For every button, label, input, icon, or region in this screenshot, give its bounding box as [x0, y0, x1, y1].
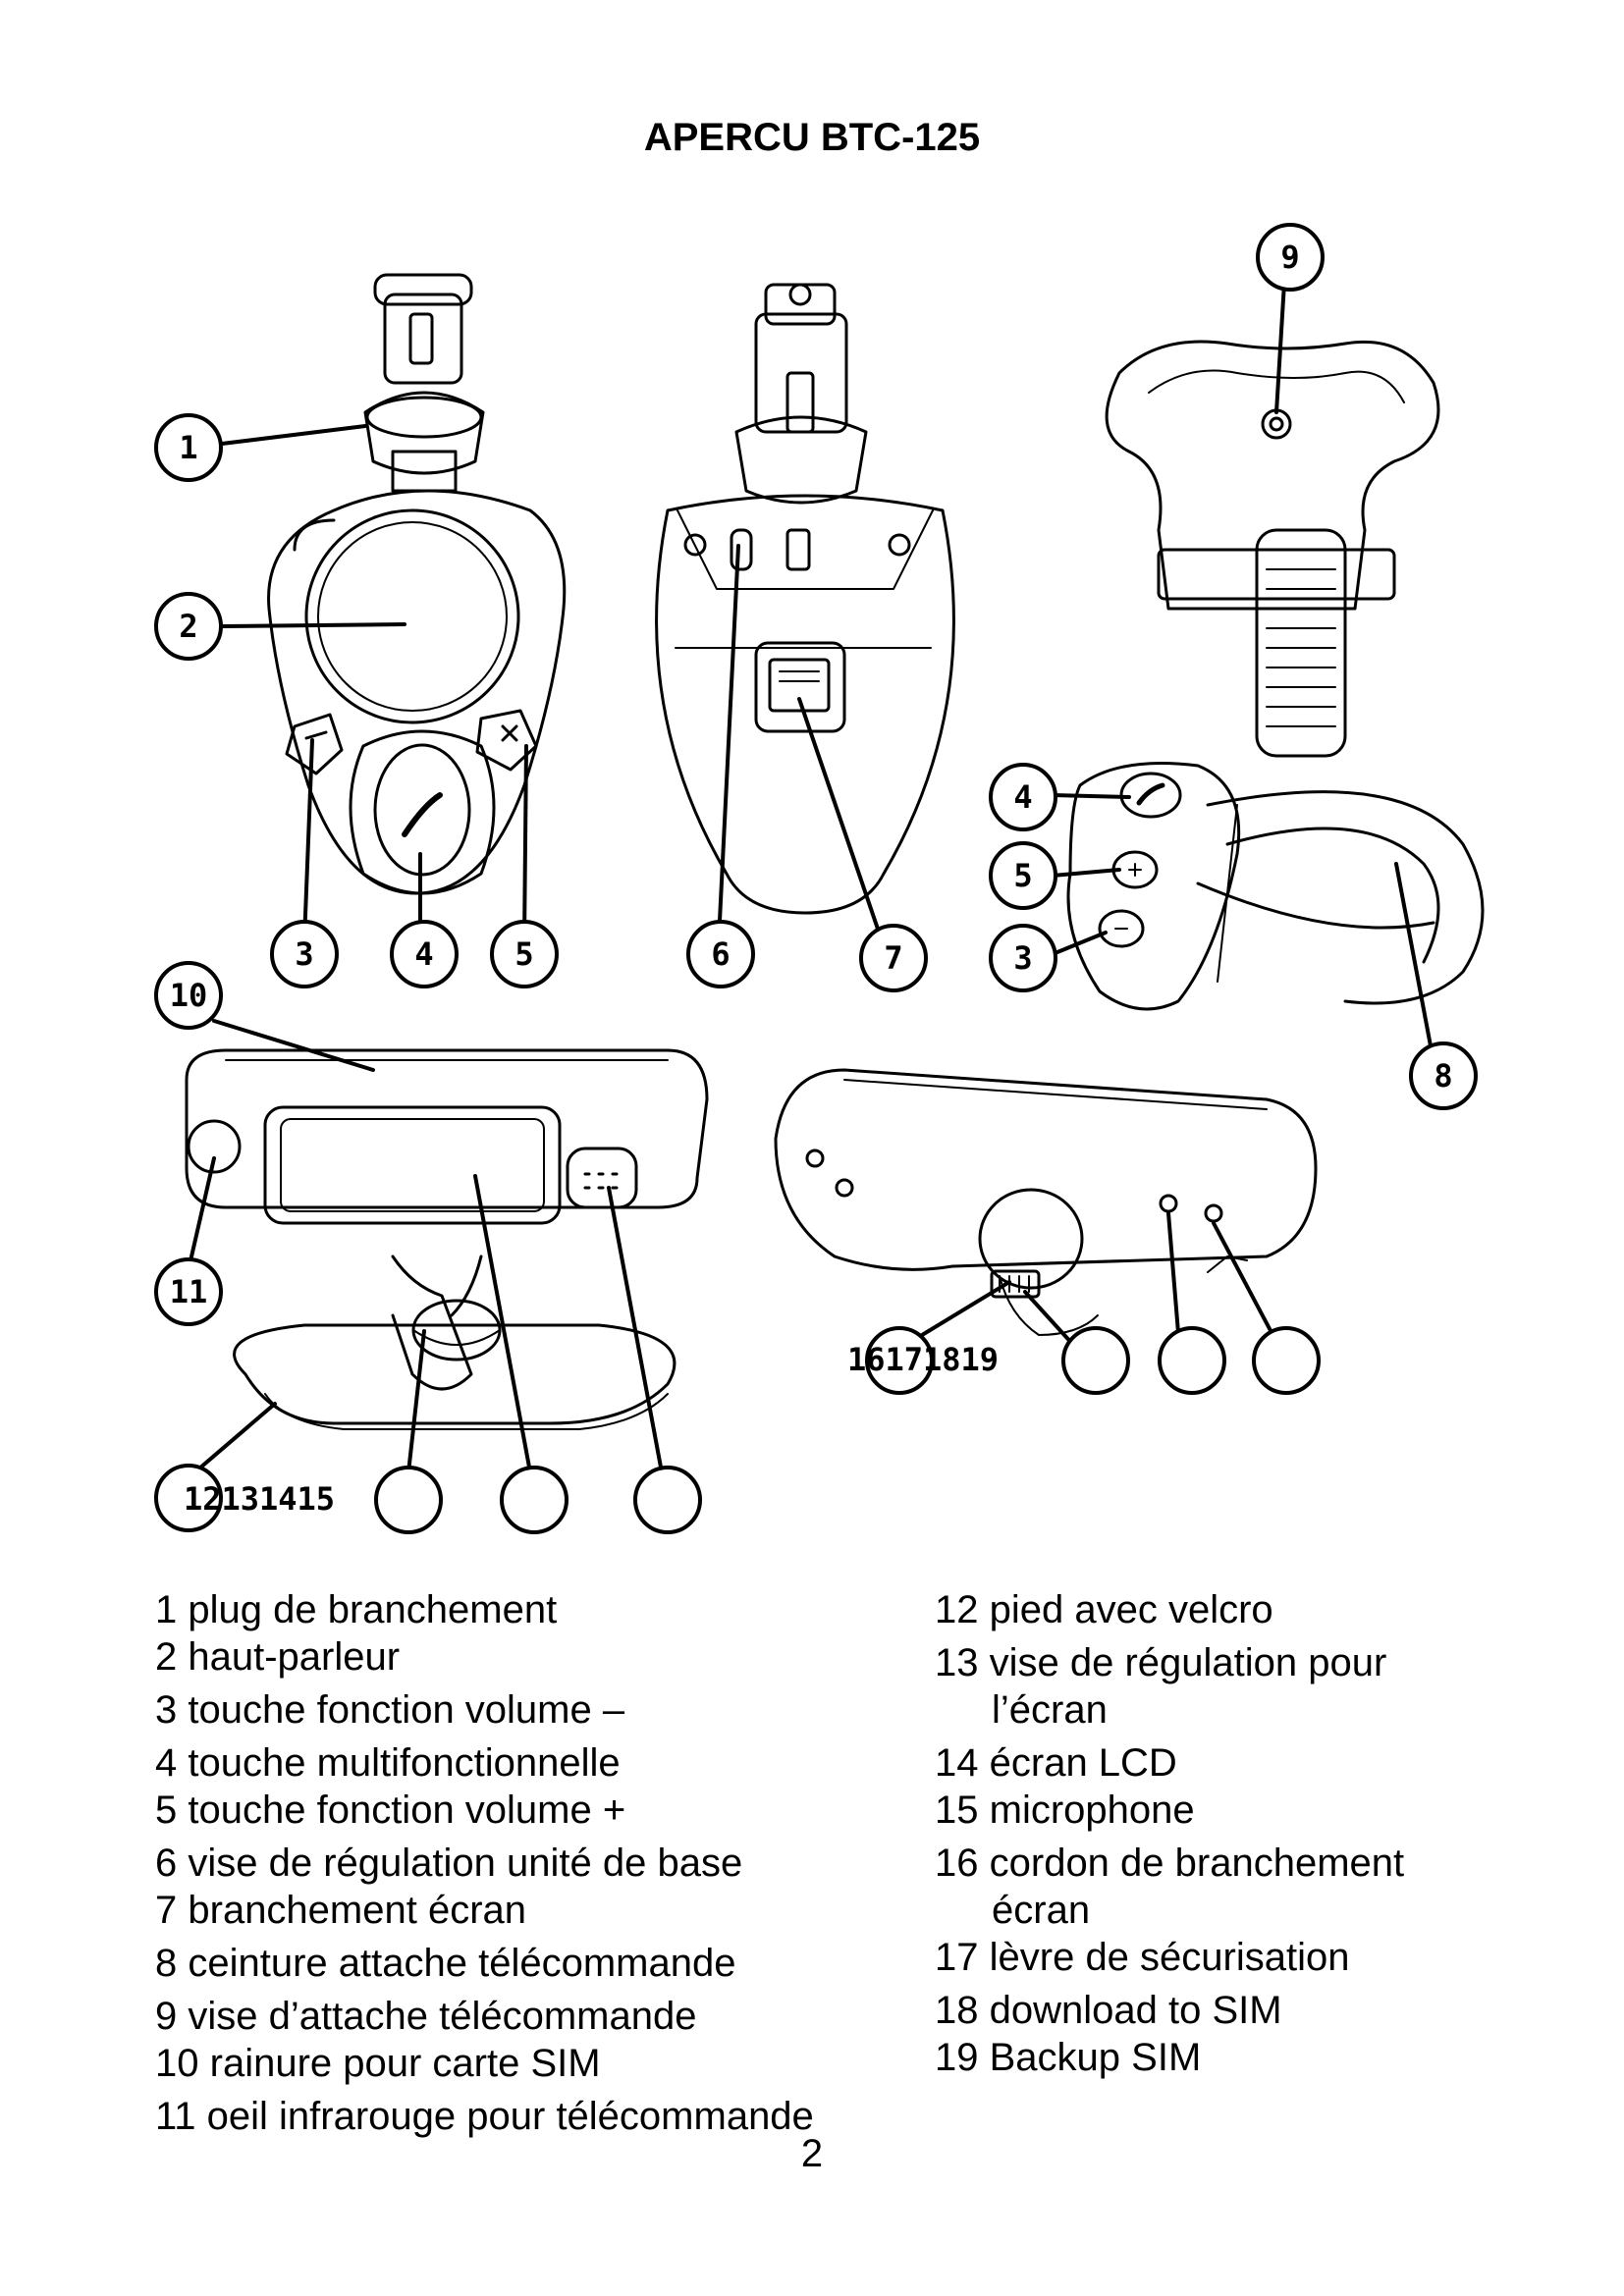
callout-label-9: 9 — [1280, 239, 1300, 276]
legend-item-16: 16 cordon de branchement écran — [935, 1842, 1405, 1932]
callout-label-8: 8 — [1434, 1057, 1453, 1095]
legend-item-2: 2 haut-parleur — [155, 1635, 401, 1679]
callout-label-2: 2 — [179, 608, 198, 645]
legend-item-17: 17 lèvre de sécurisation — [935, 1936, 1350, 1979]
callout-label-6: 6 — [711, 935, 731, 973]
legend-item-18: 18 download to SIM — [935, 1989, 1282, 2032]
callout-label-3b: 3 — [1013, 939, 1033, 977]
callout-label-3a: 3 — [295, 935, 314, 973]
callout-label-11: 11 — [169, 1273, 208, 1310]
legend-item-5: 5 touche fonction volume + — [155, 1789, 626, 1832]
callout-label-5a: 5 — [514, 935, 534, 973]
callout-13 — [376, 1468, 441, 1532]
legend-item-10: 10 rainure pour carte SIM — [155, 2042, 601, 2085]
callout-label-10: 10 — [169, 977, 208, 1014]
legend-item-15: 15 microphone — [935, 1789, 1195, 1832]
callout-label-group-left: 12131415 — [183, 1480, 336, 1518]
legend-right — [935, 1586, 1524, 2081]
legend-item-19: 19 Backup SIM — [935, 2036, 1202, 2079]
callout-18 — [1160, 1328, 1224, 1393]
lcd-screen-front-drawing — [187, 1050, 707, 1429]
callout-15 — [635, 1468, 700, 1532]
legend-item-8: 8 ceinture attache télécommande — [155, 1942, 736, 1985]
lcd-screen-back-drawing — [776, 1070, 1316, 1335]
legend-item-4: 4 touche multifonctionnelle — [155, 1741, 621, 1785]
remote-clip-drawing — [1107, 342, 1438, 756]
callout-circles — [156, 225, 1476, 1532]
callout-label-7: 7 — [884, 939, 903, 977]
page-title: APERCU BTC-125 — [643, 116, 981, 159]
callout-label-1: 1 — [179, 429, 198, 466]
legend-item-3: 3 touche fonction volume – — [155, 1688, 625, 1732]
remote-with-strap-drawing — [1068, 764, 1483, 1010]
callout-label-5b: 5 — [1013, 857, 1033, 894]
legend-left — [155, 1586, 931, 2140]
base-unit-front-drawing — [269, 275, 565, 893]
legend-item-7: 7 branchement écran — [155, 1889, 527, 1932]
legend-item-9: 9 vise d’attache télécommande — [155, 1995, 697, 2038]
legend-item-14: 14 écran LCD — [935, 1741, 1177, 1785]
legend-item-6: 6 vise de régulation unité de base — [155, 1842, 743, 1885]
callout-19 — [1254, 1328, 1319, 1393]
callout-label-group-right: 16171819 — [846, 1341, 1000, 1378]
callout-14 — [502, 1468, 567, 1532]
legend-item-1: 1 plug de branchement — [155, 1588, 558, 1631]
callout-label-4a: 4 — [414, 935, 434, 973]
base-unit-back-drawing — [657, 285, 954, 913]
legend-item-11: 11 oeil infrarouge pour télécommande — [155, 2095, 814, 2138]
page-number: 2 — [800, 2132, 824, 2175]
callout-label-4b: 4 — [1013, 778, 1033, 816]
callout-17 — [1063, 1328, 1128, 1393]
legend-item-13: 13 vise de régulation pour l’écran — [935, 1641, 1387, 1732]
legend-item-12: 12 pied avec velcro — [935, 1588, 1273, 1631]
